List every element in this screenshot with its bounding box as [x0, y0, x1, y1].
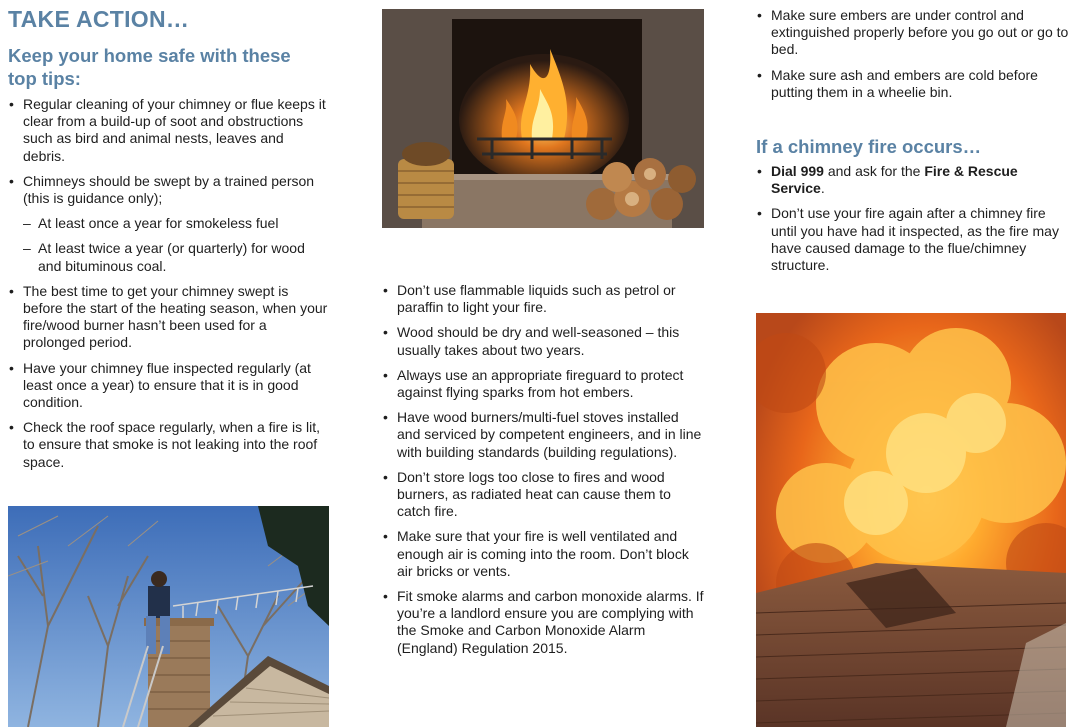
bullet-marker: •	[9, 359, 14, 376]
bullet-marker: •	[9, 172, 14, 189]
bullet-marker: –	[23, 240, 31, 257]
bullet-marker: •	[757, 205, 762, 222]
bullet-marker: •	[383, 324, 388, 341]
list-item	[8, 240, 328, 274]
bullet-marker: •	[9, 419, 14, 436]
col3-top-tip-list	[756, 7, 1072, 109]
fireplace-illustration	[382, 9, 704, 228]
bullet-marker: •	[757, 66, 762, 83]
list-item-text: Wood should be dry and well-seasoned – this usually takes about two years.	[397, 324, 680, 358]
list-item	[8, 173, 328, 207]
list-item-text: At least once a year for smokeless fuel	[38, 215, 279, 232]
list-item-text: At least twice a year (or quarterly) for wood and bituminous coal.	[38, 240, 305, 274]
list-item	[382, 469, 704, 521]
after-fire-item	[756, 205, 1072, 274]
roof-fire-illustration	[756, 313, 1066, 727]
list-item-text: Have your chimney flue inspected regularly (at least once a year) to ensure that it is in good condition.	[23, 359, 311, 411]
list-item	[382, 324, 704, 358]
list-item-text: Chimneys should be swept by a trained person (this is guidance only);	[23, 172, 315, 207]
bullet-marker: •	[9, 282, 14, 299]
chimney-sweep-illustration	[8, 506, 329, 727]
list-item	[756, 7, 1072, 59]
bullet-marker: •	[757, 163, 762, 179]
list-item	[382, 367, 704, 401]
col1-tip-list	[8, 96, 328, 479]
after-fire-text: Don’t use your fire again after a chimney fire until you have had it inspected, as the fire may have caused damage to the flue/chimney structure.	[771, 205, 1059, 274]
page-heading: TAKE ACTION…	[8, 6, 190, 32]
list-item-text: Check the roof space regularly, when a fire is lit, to ensure that smoke is not leaking into the roof space.	[23, 419, 320, 470]
list-item-text: Don’t store logs too close to fires and wood burners, as radiated heat can cause them to catch fire.	[397, 468, 671, 520]
bullet-marker: •	[383, 282, 388, 298]
bullet-marker: •	[383, 528, 388, 545]
bullet-marker: –	[23, 215, 31, 232]
dial-end-text: .	[820, 180, 825, 197]
chimney-sweep-photo	[8, 506, 329, 727]
list-item-text: Always use an appropriate fireguard to protect against flying sparks from hot embers.	[397, 366, 684, 401]
list-item	[8, 360, 328, 412]
chimney-fire-list	[756, 163, 1072, 282]
list-item	[756, 67, 1072, 101]
list-item	[8, 419, 328, 471]
list-item-text: Have wood burners/multi-fuel stoves installed and serviced by competent engineers, and in line with building standards (building regulations).	[397, 409, 702, 460]
bullet-marker: •	[383, 366, 388, 383]
col1-subheading-line2: top tips:	[8, 68, 81, 89]
list-item	[8, 215, 328, 232]
bullet-marker: •	[383, 409, 388, 426]
bullet-marker: •	[9, 96, 14, 112]
list-item	[382, 588, 704, 657]
list-item	[382, 528, 704, 580]
bullet-marker: •	[383, 468, 388, 485]
list-item	[8, 96, 328, 165]
list-item-text: Don’t use flammable liquids such as petrol or paraffin to light your fire.	[397, 282, 676, 316]
list-item	[382, 282, 704, 316]
list-item-text: Make sure ash and embers are cold before putting them in a wheelie bin.	[771, 66, 1038, 100]
list-item	[8, 283, 328, 352]
list-item-text: The best time to get your chimney swept is before the start of the heating season, when your fire/wood burner hasn’t been used for a prolonged period.	[23, 282, 328, 351]
col1-subheading-line1: Keep your home safe with these	[8, 45, 291, 66]
list-item-text: Make sure embers are under control and extinguished properly before you go out or go to bed.	[771, 7, 1069, 58]
list-item	[382, 409, 704, 461]
col2-tip-list	[382, 282, 704, 665]
dial-999-text: Dial 999	[771, 163, 824, 179]
chimney-fire-subheading: If a chimney fire occurs…	[756, 136, 982, 157]
roof-fire-photo	[756, 313, 1066, 727]
dial-999-item	[756, 163, 1072, 197]
fireplace-photo	[382, 9, 704, 228]
list-item-text: Fit smoke alarms and carbon monoxide alarms. If you’re a landlord ensure you are complying with the Smoke and Carbon Monoxide Alarm (England) Regulation 2015.	[397, 588, 704, 656]
list-item-text: Make sure that your fire is well ventilated and enough air is coming into the room. Don’t block air bricks or vents.	[397, 528, 689, 579]
col1-subheading	[8, 44, 333, 90]
bullet-marker: •	[757, 7, 762, 23]
dial-mid-text: and ask for the	[823, 163, 925, 179]
bullet-marker: •	[383, 588, 388, 605]
list-item-text: Regular cleaning of your chimney or flue keeps it clear from a build-up of soot and obstructions such as bird and animal nests, leaves and debris.	[23, 96, 326, 164]
fire-rescue-text: Fire & Rescue Service	[771, 163, 1018, 197]
